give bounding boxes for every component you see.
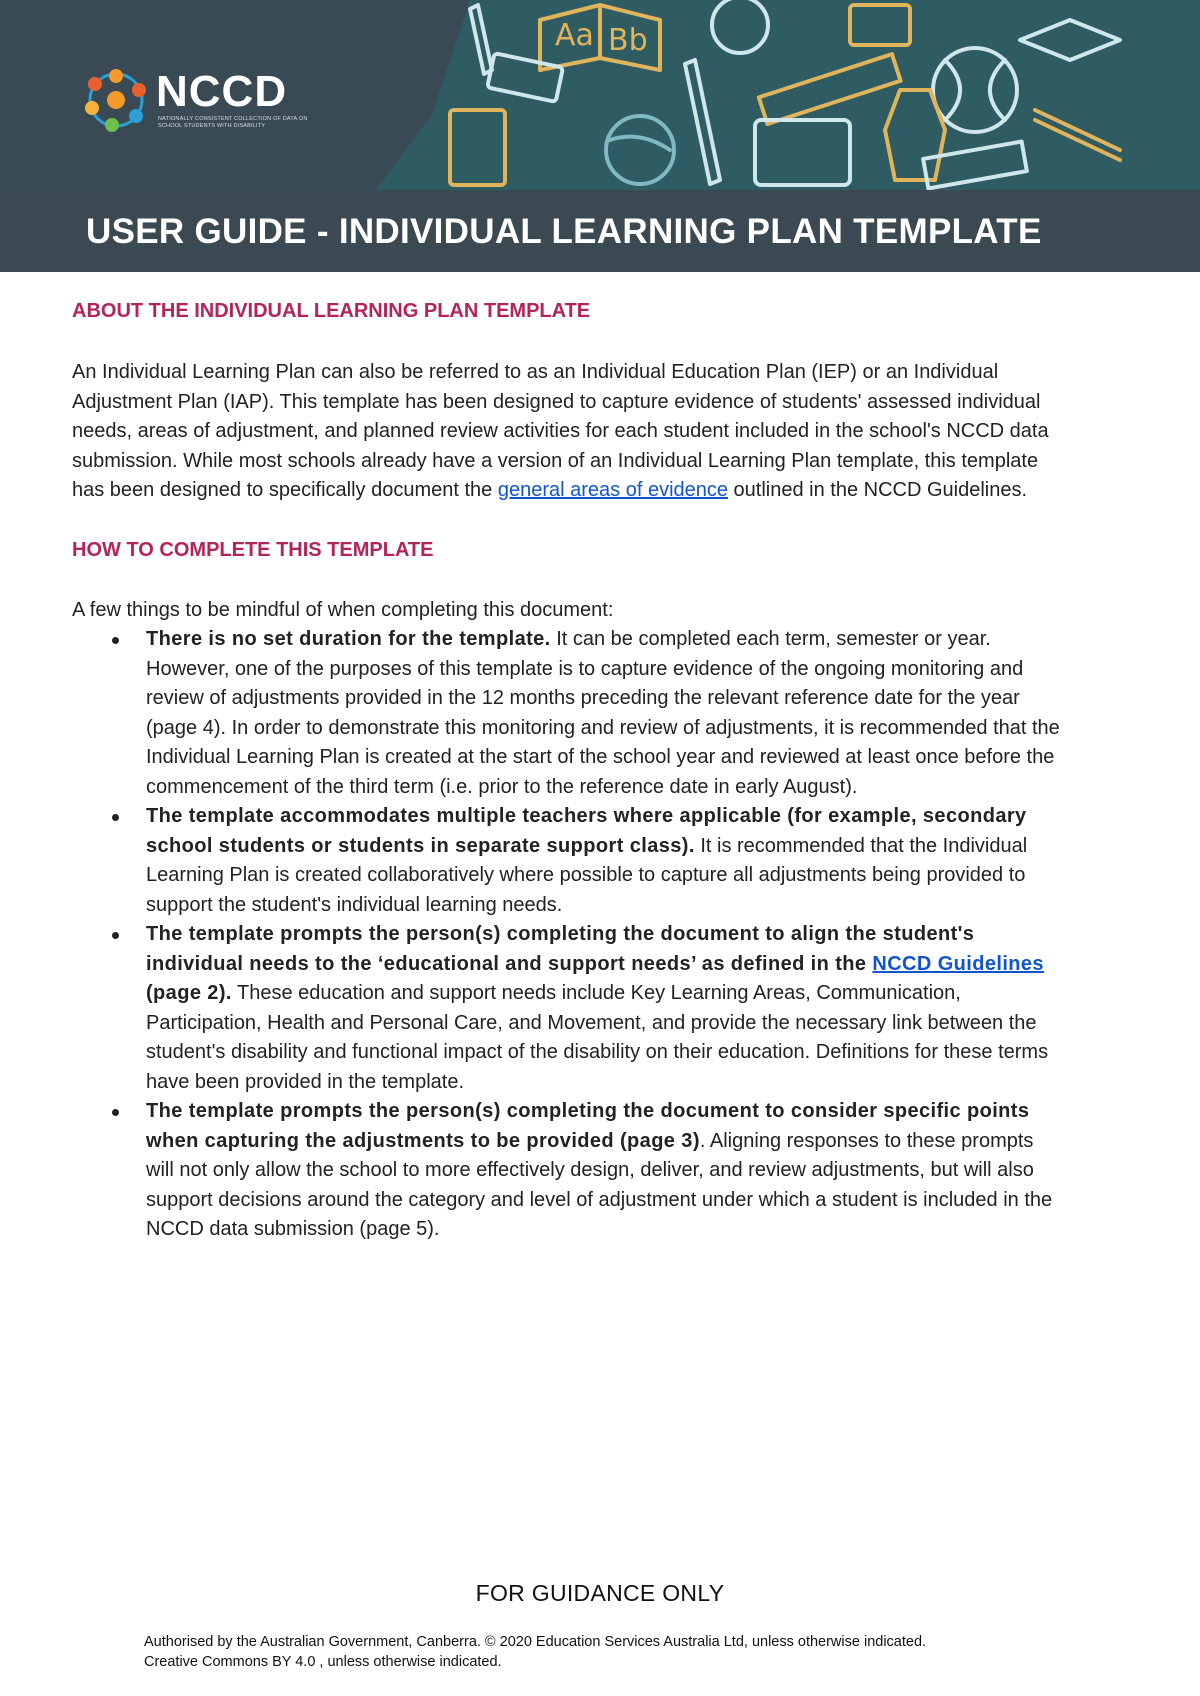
license-line: Creative Commons BY 4.0 , unless otherwise indicated. [144, 1654, 502, 1670]
svg-text:Aa: Aa [555, 18, 594, 53]
how-to-intro: A few things to be mindful of when completing this document: [72, 598, 614, 621]
header-banner [0, 0, 1200, 272]
list-item [146, 920, 1062, 1097]
about-text-before-link: An Individual Learning Plan can also be referred to as an Individual Education Plan (IEP) or an Individual Adjustment Plan (IAP). This template has been designed to capture evidence of students' assessed individual needs, areas of adjustment, and planned review activities for each student included in the school's NCCD data submission. While most schools already have a version of an Individual Learning Plan template, this template has been designed to specifically document the [72, 361, 1049, 501]
bullet-text: These education and support needs include Key Learning Areas, Communication, Participation, Health and Personal Care, and Movement, and provide the necessary link between the student's disability and functional impact of the disability on their education. Definitions for these terms have been provided in the template. [146, 982, 1049, 1093]
guidance-notice: FOR GUIDANCE ONLY [475, 1580, 725, 1606]
list-item [146, 1097, 1062, 1245]
nccd-logo-icon [84, 68, 148, 132]
how-to-heading: HOW TO COMPLETE THIS TEMPLATE [72, 538, 434, 561]
list-item [146, 625, 1062, 802]
about-paragraph [72, 358, 1062, 506]
nccd-guidelines-link[interactable]: NCCD Guidelines [872, 952, 1044, 975]
main-content [72, 300, 1062, 1245]
page-title: USER GUIDE - INDIVIDUAL LEARNING PLAN TEMPLATE [86, 212, 1042, 251]
general-areas-of-evidence-link[interactable]: general areas of evidence [497, 479, 728, 501]
bullet-bold-text: The template prompts the person(s) completing the document to consider specific points when capturing the adjustments to be provided (page 3) [146, 1100, 1030, 1152]
copyright-note [144, 1632, 1104, 1672]
bullet-text: . Aligning responses to these prompts will not only allow the school to more effectively design, deliver, and review adjustments, but will also support decisions around the category and level of adjustment under which a student is included in the NCCD data submission (page 5). [146, 1129, 1053, 1240]
nccd-logo [84, 68, 324, 136]
copyright-line: Authorised by the Australian Government, Canberra. © 2020 Education Services Australia Ltd, unless otherwise indicated. [144, 1634, 927, 1650]
school-doodles-illustration [430, 0, 1200, 190]
bullet-text: It can be completed each term, semester or year. However, one of the purposes of this template is to capture evidence of the ongoing monitoring and review of adjustments provided in the 12 months preceding the relevant reference date for the year (page 4). In order to demonstrate this monitoring and review of adjustments, it is recommended that the Individual Learning Plan is created at the start of the school year and reviewed at least once before the commencement of the third term (i.e. prior to the reference date in early August). [146, 628, 1060, 798]
logo-subtitle: NATIONALLY CONSISTENT COLLECTION OF DATA ON SCHOOL STUDENTS WITH DISABILITY [158, 116, 308, 129]
logo-wordmark: NCCD [156, 67, 288, 116]
svg-text:Bb: Bb [608, 23, 648, 58]
about-heading: ABOUT THE INDIVIDUAL LEARNING PLAN TEMPLATE [72, 300, 591, 322]
bullet-bold-text-after-link: (page 2). [146, 982, 232, 1004]
title-bar [0, 190, 1200, 272]
bullet-bold-text: There is no set duration for the template. [146, 628, 551, 650]
list-item [146, 802, 1062, 920]
bullet-bold-text: The template accommodates multiple teachers where applicable (for example, secondary school students or students in separate support class). [146, 805, 1027, 857]
bullet-text: It is recommended that the Individual Learning Plan is created collaboratively where possible to capture all adjustments being provided to support the student's individual learning needs. [146, 834, 1028, 916]
guidance-list [72, 625, 1062, 1245]
about-text-after-link: outlined in the NCCD Guidelines. [728, 479, 1028, 501]
bullet-bold-text: The template prompts the person(s) completing the document to align the student's individual needs to the ‘educational and support needs’ as defined in the [146, 923, 975, 975]
